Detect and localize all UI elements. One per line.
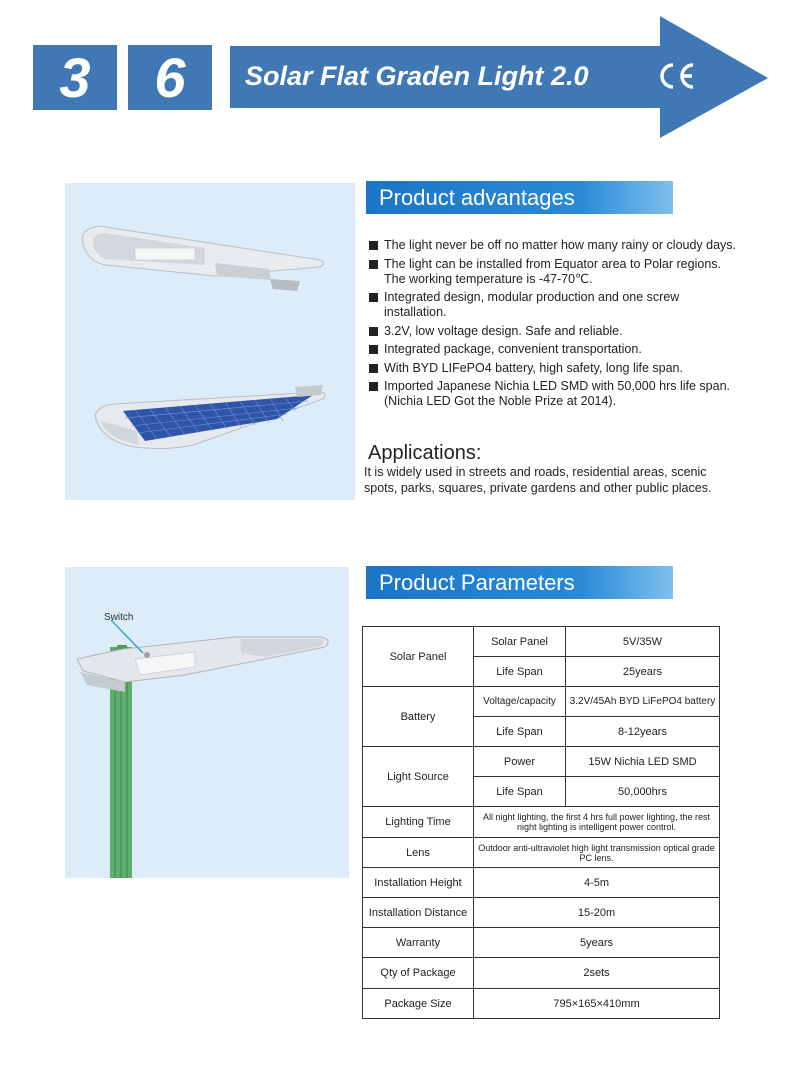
param-label: Warranty: [363, 928, 474, 958]
table-row: [363, 838, 720, 868]
param-label: Installation Height: [363, 868, 474, 898]
square-bullet-icon: [369, 327, 378, 336]
table-row: [363, 928, 720, 958]
table-row: [363, 807, 720, 838]
table-row: [363, 747, 720, 777]
advantage-item: Imported Japanese Nichia LED SMD with 50,000 hrs life span.(Nichia LED Got the Noble Prize at 2014).: [369, 379, 739, 409]
param-label: Life Span: [474, 777, 566, 807]
applications-heading: Applications:: [368, 442, 482, 464]
param-value: All night lighting, the first 4 hrs full power lighting, the rest night lighting is intelligent power control.: [474, 807, 720, 838]
param-label: Power: [474, 747, 566, 777]
param-value: 5V/35W: [566, 627, 720, 657]
product-parameters-heading: Product Parameters: [366, 566, 673, 599]
square-bullet-icon: [369, 382, 378, 391]
param-value: 795×165×410mm: [474, 989, 720, 1019]
param-label: Solar Panel: [474, 627, 566, 657]
param-value: 8-12years: [566, 717, 720, 747]
param-value: 3.2V/45Ah BYD LiFePO4 battery: [566, 687, 720, 717]
param-label: Life Span: [474, 657, 566, 687]
advantage-item: Integrated package, convenient transportation.: [369, 342, 739, 357]
param-label: Qty of Package: [363, 958, 474, 989]
applications-text: It is widely used in streets and roads, residential areas, scenic spots, parks, squares, private gardens and other public places.: [364, 465, 712, 495]
param-group-label: Battery: [363, 687, 474, 747]
advantages-list: [369, 238, 739, 413]
product-image-views: [65, 183, 355, 500]
param-value: 50,000hrs: [566, 777, 720, 807]
advantage-item: With BYD LIFePO4 battery, high safety, long life span.: [369, 361, 739, 376]
param-label: Voltage/capacity: [474, 687, 566, 717]
param-value: 4-5m: [474, 868, 720, 898]
advantage-item: 3.2V, low voltage design. Safe and reliable.: [369, 324, 739, 339]
table-row: [363, 958, 720, 989]
square-bullet-icon: [369, 293, 378, 302]
page-title: Solar Flat Graden Light 2.0: [245, 61, 589, 91]
product-advantages-heading: Product advantages: [366, 181, 673, 214]
param-label: Lens: [363, 838, 474, 868]
param-value: Outdoor anti-ultraviolet high light transmission optical grade PC lens.: [474, 838, 720, 868]
param-value: 5years: [474, 928, 720, 958]
solar-light-illustration: [65, 183, 355, 500]
param-value: 2sets: [474, 958, 720, 989]
square-bullet-icon: [369, 364, 378, 373]
table-row: [363, 687, 720, 717]
advantage-item: The light can be installed from Equator area to Polar regions. The working temperature is -47-70℃.: [369, 257, 739, 287]
square-bullet-icon: [369, 241, 378, 250]
square-bullet-icon: [369, 345, 378, 354]
square-bullet-icon: [369, 260, 378, 269]
param-label: Installation Distance: [363, 898, 474, 928]
param-group-label: Solar Panel: [363, 627, 474, 687]
param-label: Life Span: [474, 717, 566, 747]
param-label: Package Size: [363, 989, 474, 1019]
switch-callout-label: Switch: [104, 612, 134, 623]
param-value: 25years: [566, 657, 720, 687]
ce-mark-icon: [654, 61, 698, 91]
table-row: [363, 989, 720, 1019]
advantage-item: The light never be off no matter how many rainy or cloudy days.: [369, 238, 739, 253]
parameters-table: [362, 626, 720, 1019]
advantage-item: Integrated design, modular production and one screw installation.: [369, 290, 739, 320]
table-row: [363, 868, 720, 898]
param-value: 15W Nichia LED SMD: [566, 747, 720, 777]
param-label: Lighting Time: [363, 807, 474, 838]
page-number-digit-1: 3: [33, 45, 117, 110]
page-number-digit-2: 6: [128, 45, 212, 110]
table-row: [363, 898, 720, 928]
param-value: 15-20m: [474, 898, 720, 928]
param-group-label: Light Source: [363, 747, 474, 807]
table-row: [363, 627, 720, 657]
